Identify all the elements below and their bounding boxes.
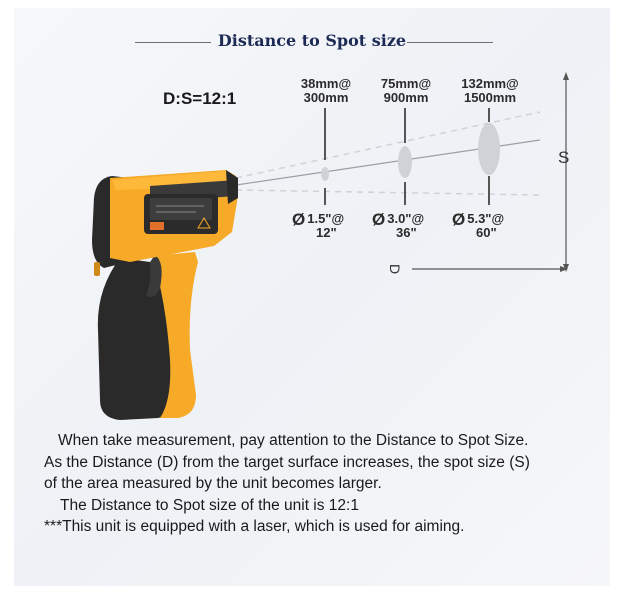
- s-axis-label: S: [558, 148, 570, 167]
- spot-1-ellipse: [321, 167, 329, 181]
- spot-1-size-mm: 38mm@: [300, 76, 352, 91]
- spot-1-mm-spec: [298, 77, 354, 105]
- description-line-3: of the area measured by the unit becomes larger.: [44, 475, 382, 492]
- spot-3-inch-spec: [452, 212, 504, 239]
- description-line-5: ***This unit is equipped with a laser, which is used for aiming.: [44, 518, 465, 535]
- diameter-symbol: Ø: [372, 210, 386, 229]
- thermometer-gun-illustration: [92, 170, 238, 420]
- spot-1-distance-mm: 300mm: [303, 90, 349, 105]
- diagram-title: Distance to Spot size: [217, 31, 407, 50]
- d-axis-label: D: [387, 263, 404, 275]
- spot-1-distance-in: 12": [316, 225, 337, 240]
- spot-3-distance-mm: 1500mm: [463, 90, 517, 105]
- description-line-2: As the Distance (D) from the target surface increases, the spot size (S): [44, 453, 530, 471]
- beam-lower-edge: [236, 190, 540, 195]
- description-line-4: The Distance to Spot size of the unit is 12:1: [60, 496, 359, 514]
- spot-3-distance-in: 60": [476, 225, 497, 240]
- spot-1-inch-spec: [292, 212, 344, 239]
- spot-2-mm-spec: [378, 77, 434, 105]
- spot-1-diameter-in: 1.5"@: [307, 211, 345, 226]
- spot-2-inch-spec: [372, 212, 424, 239]
- diameter-symbol: Ø: [292, 210, 306, 229]
- spot-2-ellipse: [398, 146, 412, 178]
- ratio-label: D:S=12:1: [163, 89, 237, 108]
- spot-2-size-mm: 75mm@: [380, 76, 432, 91]
- spot-3-ellipse: [478, 123, 500, 175]
- spot-2-diameter-in: 3.0"@: [387, 211, 425, 226]
- spot-2-distance-in: 36": [396, 225, 417, 240]
- description-block: [44, 430, 604, 538]
- spot-3-size-mm: 132mm@: [461, 76, 519, 91]
- spot-3-mm-spec: [460, 77, 520, 105]
- diameter-symbol: Ø: [452, 210, 466, 229]
- spot-2-distance-mm: 900mm: [383, 90, 429, 105]
- s-axis-arrow-up: [563, 72, 569, 80]
- description-line-1: When take measurement, pay attention to the Distance to Spot Size.: [58, 432, 529, 449]
- spot-3-diameter-in: 5.3"@: [467, 211, 505, 226]
